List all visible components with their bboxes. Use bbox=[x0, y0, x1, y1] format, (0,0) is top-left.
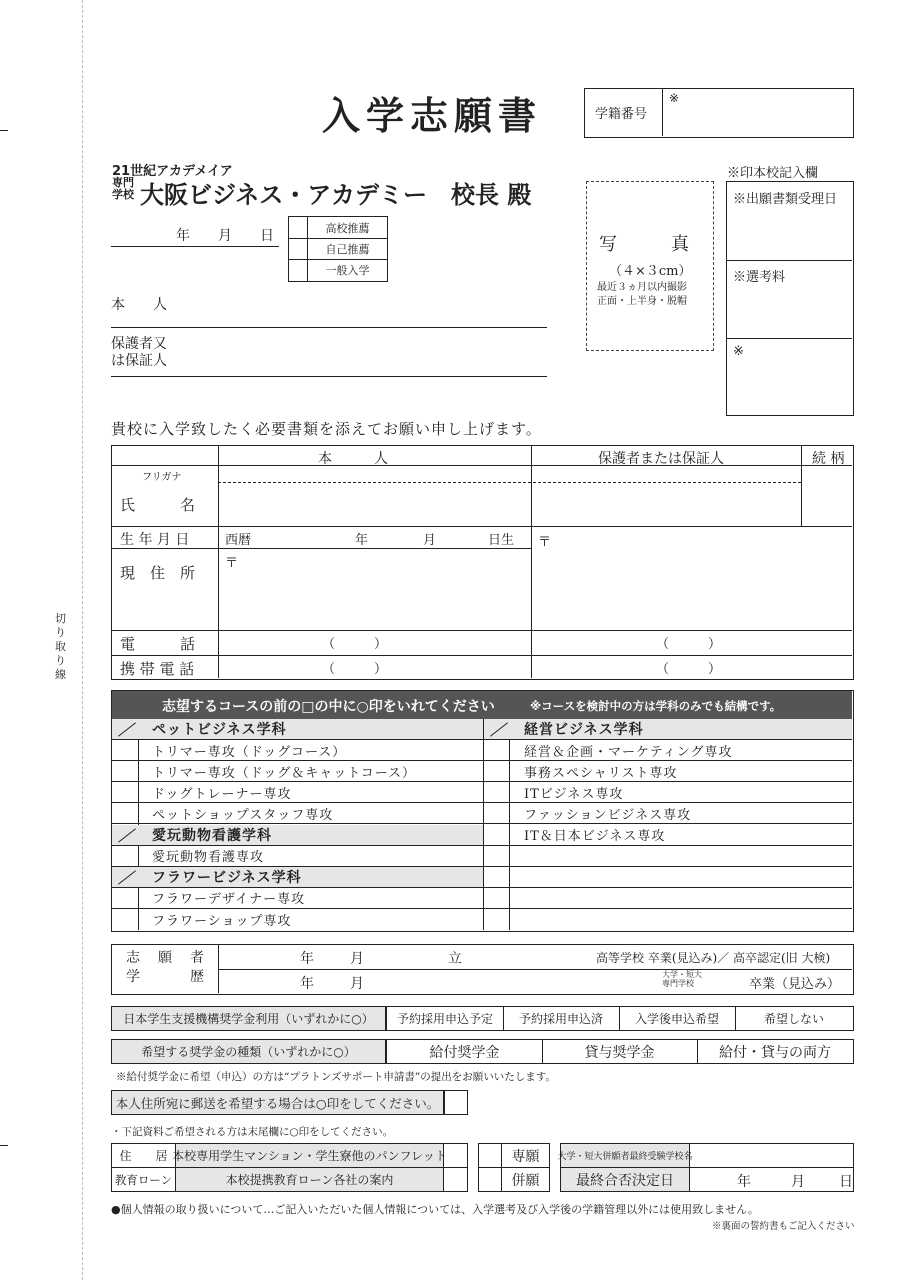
recommend-option[interactable]: 一般入学 bbox=[325, 263, 370, 277]
course-major[interactable] bbox=[484, 803, 852, 824]
recommend-box bbox=[288, 216, 388, 282]
course-header bbox=[112, 691, 852, 719]
phone-paren[interactable]: （ ） bbox=[322, 637, 388, 652]
course-label: ITビジネス専攻 bbox=[524, 786, 624, 802]
application-date[interactable]: 年 月 日 bbox=[176, 228, 274, 244]
jasso-options bbox=[386, 1006, 854, 1031]
decision-table bbox=[557, 1143, 854, 1192]
mail-label-cell bbox=[111, 1090, 444, 1115]
materials-note: ・下記資料ご希望される方は末尾欄に○印をしてください。 bbox=[111, 1126, 394, 1138]
history-tatsu: 立 bbox=[448, 951, 462, 967]
course-note: ※コースを検討中の方は学科のみでも結構です。 bbox=[530, 699, 782, 713]
gakuseki-box[interactable] bbox=[584, 88, 854, 138]
history-month: 月 bbox=[350, 951, 364, 967]
name-label: 氏 名 bbox=[120, 496, 196, 514]
birth-label: 生 年 月 日 bbox=[120, 532, 190, 548]
scholar-option[interactable]: 給付奨学金 bbox=[429, 1044, 500, 1061]
course-major[interactable] bbox=[484, 825, 852, 846]
school-subtitle: 21世紀アカデメイア bbox=[112, 164, 233, 179]
material-key: 教育ローン bbox=[114, 1172, 173, 1187]
course-label: 愛玩動物看護学科 bbox=[152, 827, 272, 844]
mail-label: 本人住所宛に郵送を希望する場合は○印をしてください。 bbox=[115, 1095, 440, 1111]
furigana-label: フリガナ bbox=[142, 472, 182, 483]
course-department[interactable] bbox=[484, 719, 852, 740]
photo-title: 写 真 bbox=[599, 234, 689, 255]
mobile-paren[interactable]: （ ） bbox=[656, 662, 722, 677]
course-major[interactable] bbox=[484, 782, 852, 803]
mobile-paren[interactable]: （ ） bbox=[322, 662, 388, 677]
course-label: 経営ビジネス学科 bbox=[524, 722, 644, 739]
col-honnin: 本 人 bbox=[318, 451, 388, 467]
col-guardian: 保護者または保証人 bbox=[598, 451, 724, 467]
history-year: 年 bbox=[300, 976, 314, 992]
course-label: トリマー専攻（ドッグコース） bbox=[152, 744, 347, 760]
jasso-label-cell bbox=[111, 1006, 386, 1031]
page-title: 入学志願書 bbox=[322, 94, 543, 138]
school-name: 大阪ビジネス・アカデミー 校長 殿 bbox=[140, 181, 532, 209]
course-label: トリマー専攻（ドッグ＆キャットコース） bbox=[152, 765, 417, 781]
history-table bbox=[111, 944, 854, 995]
intro-text: 貴校に入学致したく必要書類を添えてお願い申し上げます。 bbox=[111, 420, 542, 438]
gakuseki-label: 学籍番号 bbox=[595, 107, 648, 122]
apply-type: 併願 bbox=[511, 1172, 540, 1189]
postal-mark: 〒 bbox=[225, 556, 239, 571]
course-label: 事務スペシャリスト専攻 bbox=[524, 765, 678, 781]
cut-dashed-line bbox=[82, 0, 83, 1280]
back-note: ※裏面の誓約書もご記入ください bbox=[712, 1221, 855, 1232]
course-major[interactable] bbox=[484, 761, 852, 782]
course-major[interactable] bbox=[112, 740, 483, 761]
course-label: 愛玩動物看護専攻 bbox=[152, 850, 265, 866]
course-major[interactable] bbox=[484, 740, 852, 761]
scholar-option[interactable]: 貸与奨学金 bbox=[584, 1044, 655, 1061]
office-other: ※ bbox=[733, 344, 744, 359]
scholar-note: ※給付奨学金に希望（申込）の方は“プラトンズサポート申請書”の提出をお願いいたします。 bbox=[116, 1071, 556, 1083]
department-checkbox[interactable] bbox=[486, 720, 508, 738]
photo-note: 正面・上半身・脱帽 bbox=[597, 296, 687, 307]
name-input-honnin[interactable] bbox=[219, 466, 530, 526]
course-label: 経営＆企画・マーケティング専攻 bbox=[524, 744, 733, 760]
scholar-options bbox=[386, 1039, 854, 1064]
birth-era: 西暦 bbox=[225, 533, 252, 548]
course-label: フラワーデザイナー専攻 bbox=[152, 892, 306, 908]
history-grad[interactable]: 卒業（見込み） bbox=[749, 977, 841, 992]
jasso-option[interactable]: 希望しない bbox=[763, 1012, 824, 1026]
course-label: フラワービジネス学科 bbox=[152, 869, 302, 886]
materials-table bbox=[111, 1143, 468, 1192]
date-underline bbox=[111, 246, 279, 247]
department-checkbox[interactable] bbox=[114, 868, 136, 886]
course-major bbox=[484, 867, 852, 888]
course-table bbox=[111, 690, 854, 932]
office-fee: ※選考料 bbox=[733, 270, 786, 285]
school-kind: 専門 学校 bbox=[112, 176, 134, 201]
material-checkbox[interactable] bbox=[444, 1144, 467, 1167]
history-school-type[interactable]: 大学・短大 専門学校 bbox=[662, 970, 702, 988]
honnin-line[interactable] bbox=[111, 327, 547, 328]
course-major[interactable] bbox=[112, 909, 483, 930]
decision-final-label: 最終合否決定日 bbox=[561, 1168, 689, 1191]
hogosha-line[interactable] bbox=[111, 376, 547, 377]
course-major[interactable] bbox=[112, 846, 483, 867]
course-major bbox=[484, 888, 852, 909]
jasso-label: 日本学生支援機構奨学金利用（いずれかに○） bbox=[123, 1012, 374, 1026]
apply-type-table bbox=[478, 1143, 550, 1192]
cut-mark-bottom bbox=[0, 1145, 8, 1146]
office-box bbox=[726, 181, 854, 416]
course-major bbox=[484, 909, 852, 930]
birth-day: 日生 bbox=[488, 533, 515, 548]
birth-year: 年 bbox=[355, 533, 369, 548]
office-heading: ※印本校記入欄 bbox=[727, 166, 819, 181]
course-major bbox=[484, 846, 852, 867]
personal-table bbox=[111, 445, 854, 680]
postal-mark: 〒 bbox=[538, 535, 552, 550]
hogosha-label: 保護者又 は保証人 bbox=[111, 336, 167, 369]
jasso-option[interactable]: 予約採用申込予定 bbox=[396, 1012, 493, 1026]
apply-checkbox[interactable] bbox=[479, 1144, 501, 1167]
cut-line-label: 切り取り線 bbox=[55, 612, 66, 681]
material-item: 本校提携教育ローン各社の案内 bbox=[176, 1168, 443, 1191]
course-label: ドッグトレーナー専攻 bbox=[152, 786, 292, 802]
course-department[interactable] bbox=[112, 867, 483, 888]
decision-month: 月 bbox=[791, 1174, 805, 1190]
decision-year: 年 bbox=[737, 1174, 751, 1190]
recommend-option[interactable]: 自己推薦 bbox=[325, 242, 370, 256]
course-department[interactable] bbox=[112, 825, 483, 846]
address-input[interactable] bbox=[219, 549, 530, 629]
apply-type: 専願 bbox=[511, 1148, 540, 1165]
department-checkbox[interactable] bbox=[114, 720, 136, 738]
birth-month: 月 bbox=[423, 533, 437, 548]
apply-checkbox[interactable] bbox=[479, 1168, 501, 1191]
course-label: IT＆日本ビジネス専攻 bbox=[524, 829, 666, 845]
course-major[interactable] bbox=[112, 803, 483, 824]
history-year: 年 bbox=[300, 951, 314, 967]
col-relation: 続 柄 bbox=[812, 451, 845, 467]
phone-label: 電 話 bbox=[120, 635, 196, 653]
decision-day: 日 bbox=[839, 1174, 853, 1190]
photo-area[interactable] bbox=[586, 181, 714, 351]
scholar-option[interactable]: 給付・貸与の両方 bbox=[719, 1044, 831, 1061]
history-label: 志 願 者 学 歴 bbox=[126, 950, 206, 985]
honnin-label: 本 人 bbox=[111, 297, 167, 313]
jasso-option[interactable]: 予約採用申込済 bbox=[518, 1012, 603, 1026]
photo-note: 最近３ヵ月以内撮影 bbox=[597, 282, 687, 293]
history-month: 月 bbox=[350, 976, 364, 992]
decision-school-input[interactable] bbox=[690, 1144, 853, 1167]
material-item: 本校専用学生マンション・学生寮他のパンフレット bbox=[176, 1144, 443, 1167]
course-major[interactable] bbox=[112, 888, 483, 909]
phone-paren[interactable]: （ ） bbox=[656, 637, 722, 652]
gakuseki-mark: ※ bbox=[669, 91, 680, 105]
decision-school-label: 大学・短大併願者最終受験学校名 bbox=[561, 1144, 689, 1167]
course-major[interactable] bbox=[112, 761, 483, 782]
mail-checkbox[interactable] bbox=[444, 1090, 468, 1115]
course-instruction: 志望するコースの前の□の中に○印をいれてください bbox=[162, 699, 495, 715]
jasso-option[interactable]: 入学後申込希望 bbox=[634, 1012, 719, 1026]
course-label: ペットビジネス学科 bbox=[152, 722, 287, 739]
course-label: フラワーショップ専攻 bbox=[152, 913, 292, 929]
history-hs-type[interactable]: 高等学校 卒業(見込み)／ 高卒認定(旧 大検) bbox=[596, 951, 831, 965]
scholar-label: 希望する奨学金の種類（いずれかに○） bbox=[141, 1045, 356, 1059]
mobile-label: 携 帯 電 話 bbox=[120, 660, 195, 678]
material-key: 住 居 bbox=[119, 1149, 168, 1163]
photo-size: （４×３cm） bbox=[609, 264, 692, 279]
material-checkbox[interactable] bbox=[444, 1168, 467, 1191]
course-department[interactable] bbox=[112, 719, 483, 740]
privacy-note: ●個人情報の取り扱いについて…ご記入いただいた個人情報については、入学選考及び入学後の学籍管理以外には使用致しません。 bbox=[111, 1203, 759, 1216]
course-label: ペットショップスタッフ専攻 bbox=[152, 807, 334, 823]
address-label: 現 住 所 bbox=[120, 564, 196, 582]
department-checkbox[interactable] bbox=[114, 826, 136, 844]
cut-mark-top bbox=[0, 130, 8, 131]
course-label: ファッションビジネス専攻 bbox=[524, 807, 692, 823]
recommend-option[interactable]: 高校推薦 bbox=[325, 221, 370, 235]
office-receipt: ※出願書類受理日 bbox=[733, 192, 838, 207]
scholar-label-cell bbox=[111, 1039, 386, 1064]
name-input-guardian[interactable] bbox=[532, 466, 800, 526]
course-major[interactable] bbox=[112, 782, 483, 803]
